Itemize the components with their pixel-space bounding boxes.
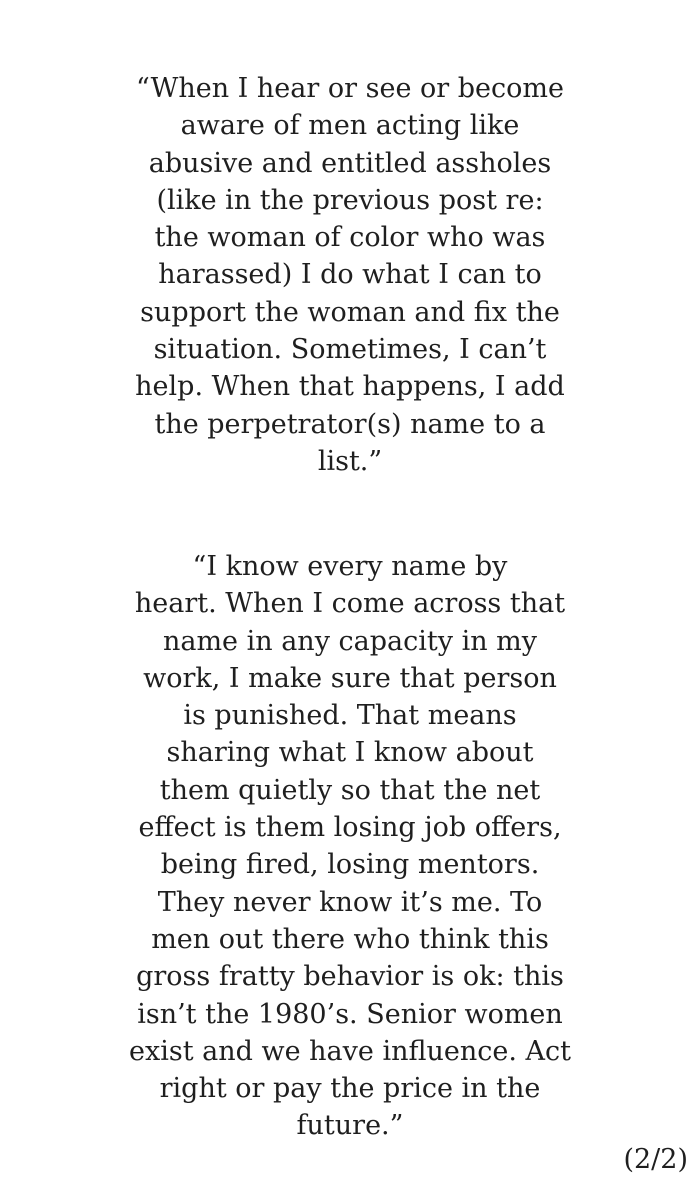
quote-line: right or pay the price in the [159,1073,541,1105]
quote-paragraph-2 [110,548,590,1145]
quote-line: gross fratty behavior is ok: this [136,961,564,993]
quote-line: men out there who think this [151,923,549,955]
quote-line: heart. When I come across that [134,588,566,620]
quote-line: the perpetrator(s) name to a [154,408,546,440]
quote-line: “When I hear or see or become [136,73,564,104]
quote-line: the woman of color who was [154,222,546,254]
quote-line: “I know every name by [192,551,508,582]
quote-line: abusive and entitled assholes [148,147,552,179]
quote-paragraph-1 [110,70,590,480]
quote-line: isn’t the 1980’s. Senior women [137,998,563,1030]
quote-line: sharing what I know about [166,737,534,769]
quote-line: future.” [296,1110,404,1142]
quote-line: being fired, losing mentors. [160,849,540,881]
quote-line: them quietly so that the net [159,774,541,806]
page-indicator: (2/2) [623,1144,688,1175]
quote-line: list.” [317,445,383,477]
quote-line: support the woman and fix the [140,296,560,328]
quote-line: help. When that happens, I add [135,371,565,403]
quote-line: exist and we have influence. Act [129,1035,571,1067]
quote-line: work, I make sure that person [143,662,557,694]
quote-line: situation. Sometimes, I can’t [153,334,547,366]
quote-line: harassed) I do what I can to [158,259,542,291]
quote-line: aware of men acting like [180,110,520,142]
quote-line: name in any capacity in my [162,625,538,657]
quote-line: (like in the previous post re: [156,184,544,216]
quote-line: They never know it’s me. To [157,886,543,918]
quote-line: is punished. That means [183,700,517,732]
quote-line: effect is them losing job offers, [138,812,562,844]
